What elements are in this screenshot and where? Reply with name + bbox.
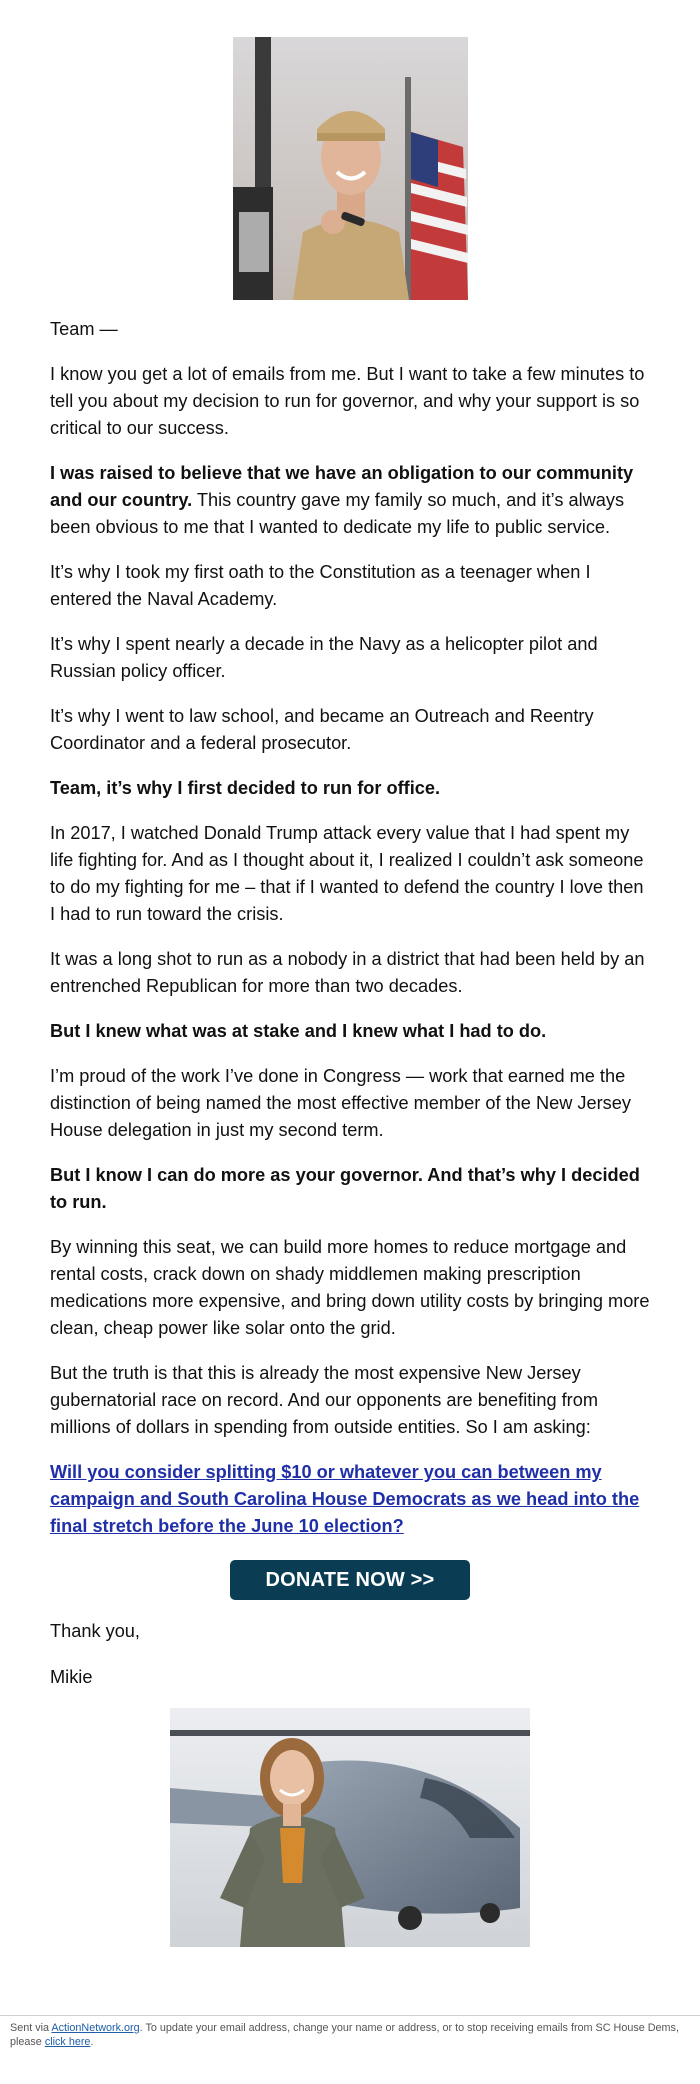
paragraph-congress: I’m proud of the work I’ve done in Congress — work that earned me the distinction of being named the most effective member of the New Jersey House delegation in just my second term. [50,1066,631,1140]
top-photo-illustration [233,37,468,300]
bold-lead: I was raised to believe that we have an obligation to our community and our country. [50,463,634,510]
paragraph-intro: I know you get a lot of emails from me. But I want to take a few minutes to tell you about my decision to run for governor, and why your support is so critical to our success. [50,364,645,438]
top-photo [233,37,468,300]
paragraph-oath: It’s why I took my first oath to the Constitution as a teenager when I entered the Naval Academy. [50,562,591,609]
footer-divider [0,2015,700,2016]
paragraph-law-school: It’s why I went to law school, and became an Outreach and Reentry Coordinator and a federal prosecutor. [50,706,594,753]
bold-line-run-for-office: Team, it’s why I first decided to run for office. [50,778,441,798]
closing: Thank you, [50,1621,140,1641]
footer [10,2021,690,2049]
footer-prefix: Sent via [10,2022,52,2034]
greeting: Team — [50,319,118,339]
bottom-photo [170,1708,530,1947]
actionnetwork-link[interactable]: ActionNetwork.org [51,2022,140,2034]
paragraph-raised-text: This country gave my family so much, and it’s always been obvious to me that I wanted to dedicate my life to public service. [50,490,625,537]
donation-cta-link[interactable]: Will you consider splitting $10 or whatever you can between my campaign and South Carolina House Democrats as we head into the final stretch before the June 10 election? [50,1462,640,1536]
paragraph-asking: But the truth is that this is already the most expensive New Jersey gubernatorial race on record. And our opponents are benefiting from millions of dollars in spending from outside entities. So I am asking: [50,1363,598,1437]
bottom-photo-illustration [170,1708,530,1947]
paragraph-long-shot: It was a long shot to run as a nobody in a district that had been held by an entrenched Republican for more than two decades. [50,949,645,996]
signature: Mikie [50,1667,93,1687]
donate-button-wrap [230,1560,470,1600]
paragraph-navy: It’s why I spent nearly a decade in the Navy as a helicopter pilot and Russian policy officer. [50,634,598,681]
paragraph-raised [50,460,650,541]
paragraph-winning: By winning this seat, we can build more homes to reduce mortgage and rental costs, crack down on shady middlemen making prescription medications more expensive, and bring down utility costs by bringing more clean, cheap power like solar onto the grid. [50,1237,650,1338]
bold-line-governor: But I know I can do more as your governor. And that’s why I decided to run. [50,1165,640,1212]
bold-line-at-stake: But I knew what was at stake and I knew what I had to do. [50,1021,547,1041]
cta-paragraph [50,1459,650,1540]
unsubscribe-link[interactable]: click here [44,2036,91,2048]
footer-middle: . To update your email address, change your name or address, or to stop receiving emails from SC House Dems, please [10,2022,679,2048]
donate-now-button[interactable]: DONATE NOW >> [230,1560,470,1600]
email-body [50,316,650,1558]
footer-suffix: . [90,2036,94,2048]
paragraph-2017: In 2017, I watched Donald Trump attack every value that I had spent my life fighting for. And as I thought about it, I realized I couldn’t ask someone to do my fighting for me – that if I wanted to defend the country I love then I had to run toward the crisis. [50,823,644,924]
